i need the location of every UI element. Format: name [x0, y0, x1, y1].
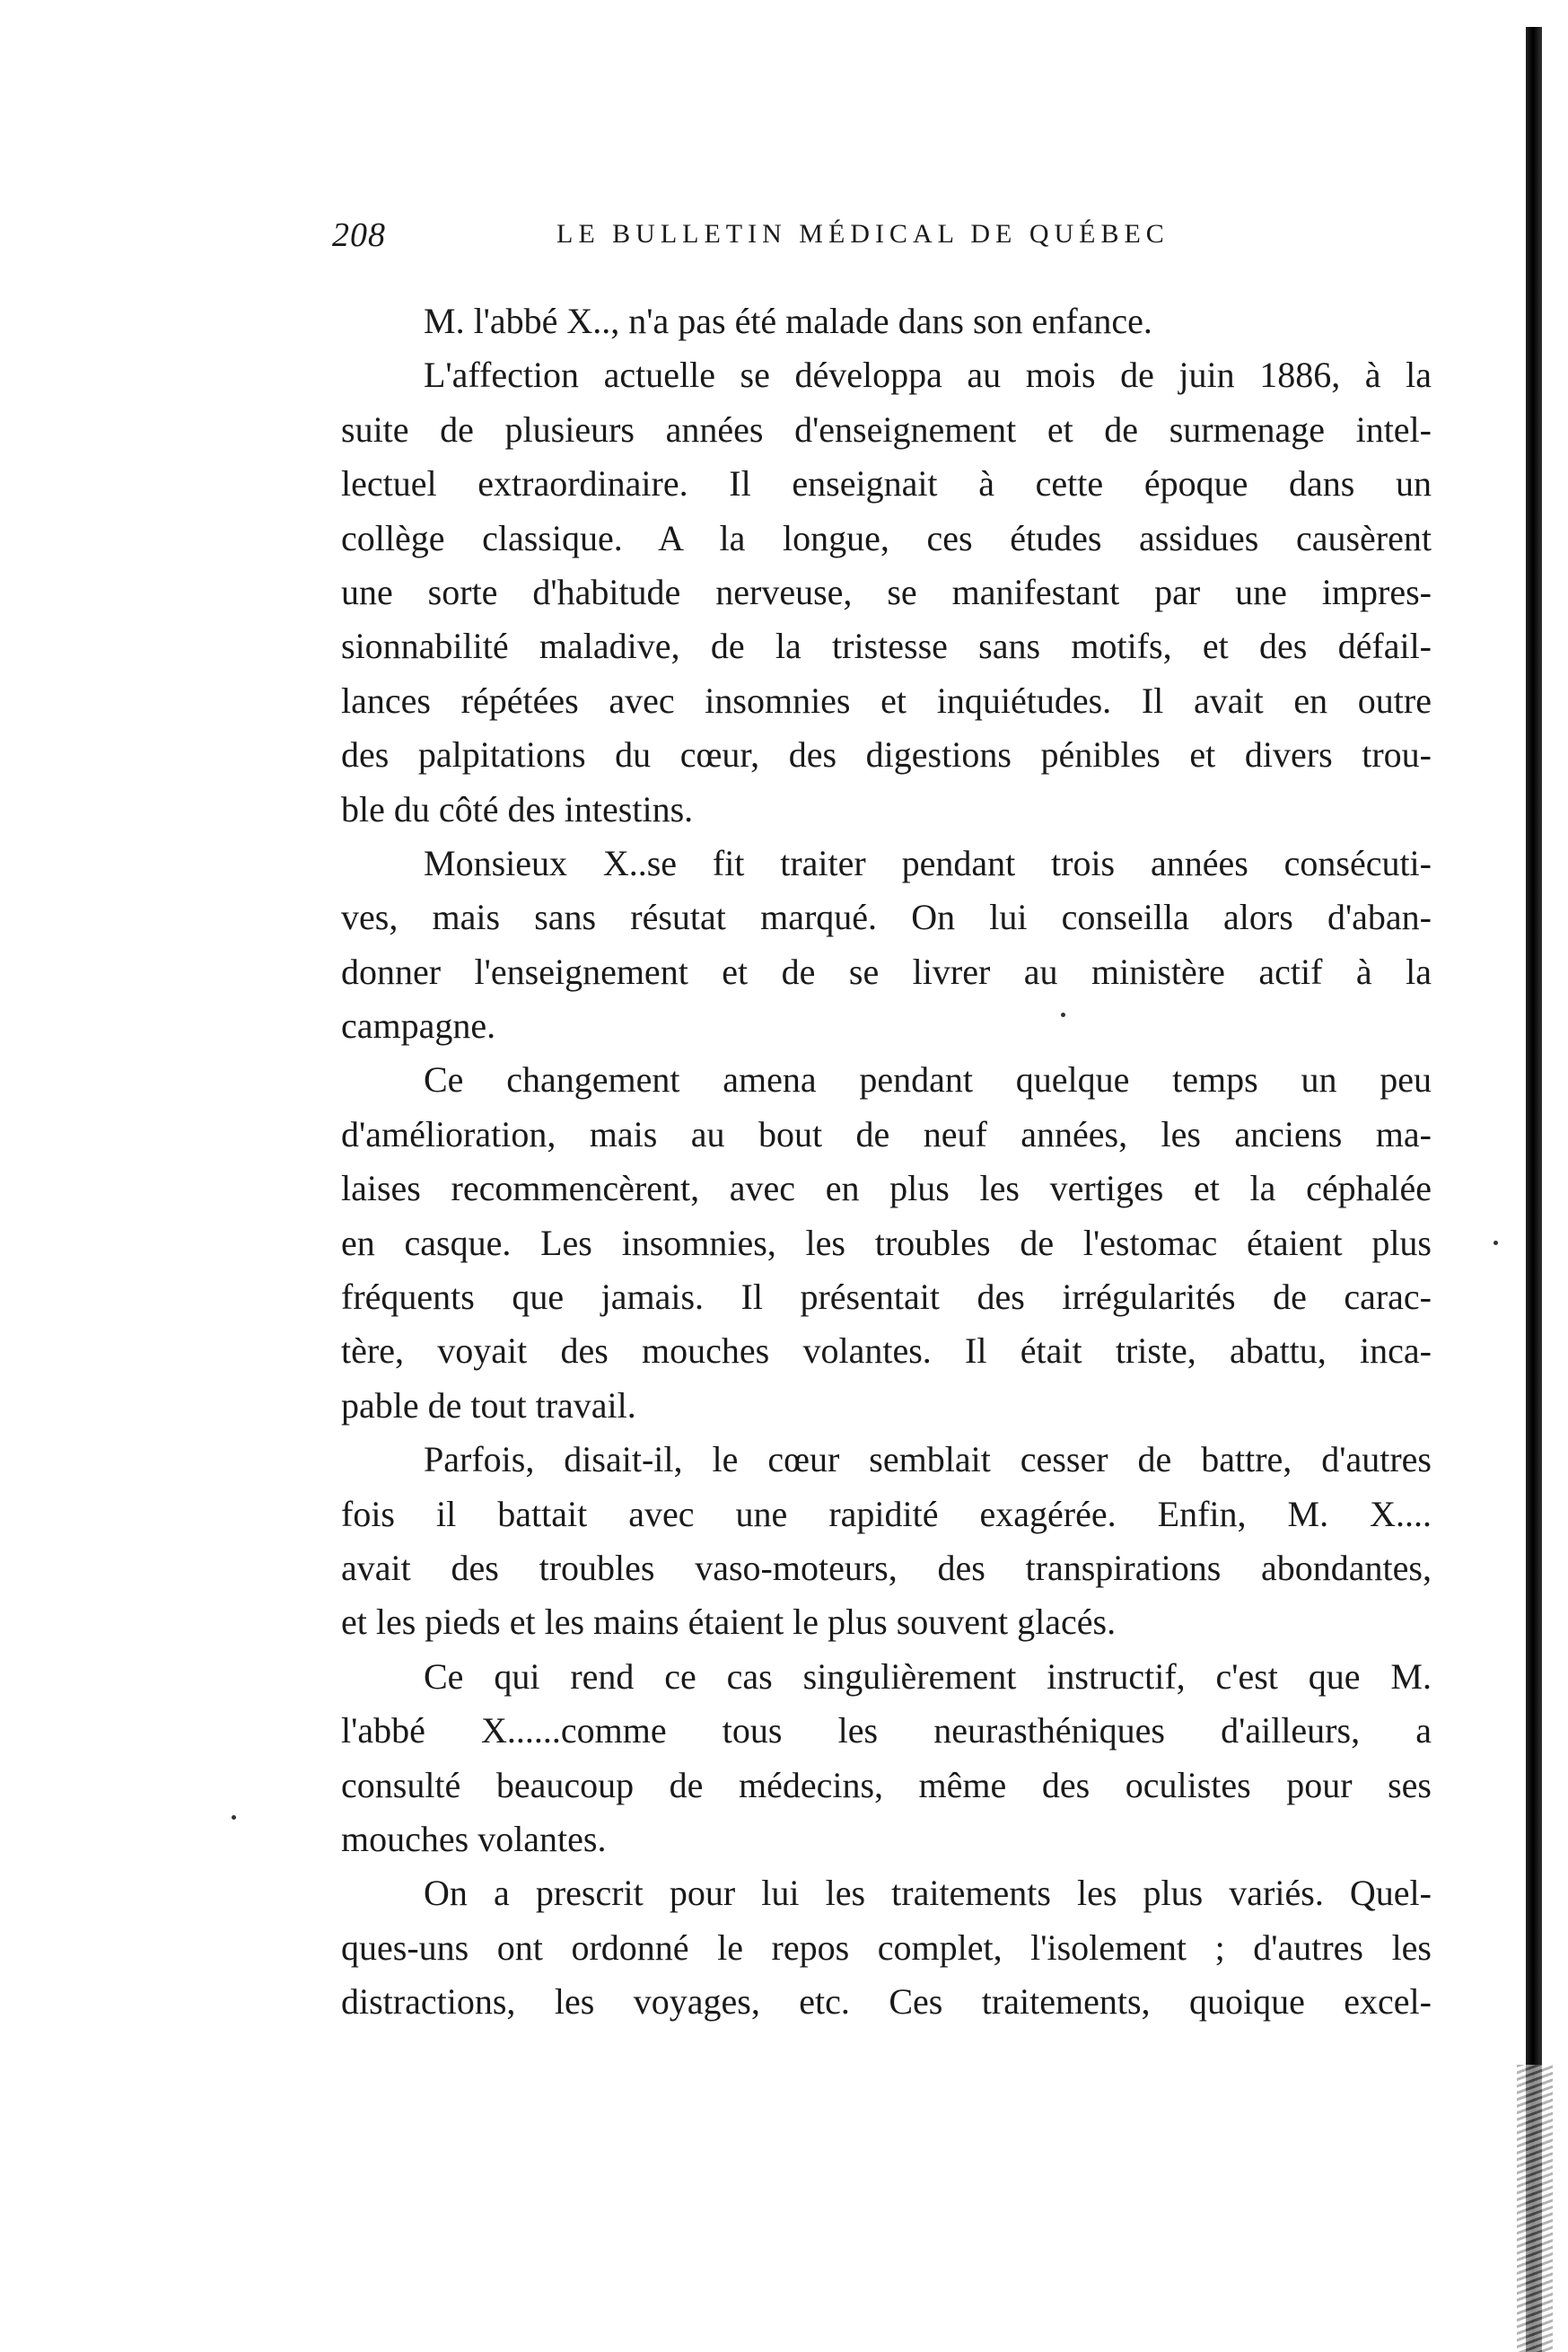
- text-line: Ce qui rend ce cas singulièrement instructif, c'est que M.: [424, 1655, 1432, 1697]
- scan-speck: [232, 1815, 236, 1820]
- text-line: lectuel extraordinaire. Il enseignait à cette époque dans un: [341, 463, 1432, 505]
- text-line: ques-uns ont ordonné le repos complet, l'isolement ; d'autres les: [341, 1926, 1432, 1968]
- text-line: sionnabilité maladive, de la tristesse sans motifs, et des défail-: [341, 626, 1432, 667]
- text-line: fréquents que jamais. Il présentait des irrégularités de carac-: [341, 1277, 1432, 1318]
- text-line: tère, voyait des mouches volantes. Il était triste, abattu, inca-: [341, 1330, 1432, 1372]
- text-line: avait des troubles vaso-moteurs, des transpirations abondantes,: [341, 1547, 1432, 1588]
- text-line: Ce changement amena pendant quelque temps un peu: [424, 1059, 1432, 1101]
- text-line: L'affection actuelle se développa au mois de juin 1886, à la: [424, 355, 1432, 396]
- text-line: mouches volantes.: [341, 1818, 607, 1859]
- journal-title: LE BULLETIN MÉDICAL DE QUÉBEC: [556, 219, 1169, 249]
- text-line: des palpitations du cœur, des digestions pénibles et divers trou-: [341, 734, 1432, 776]
- text-line: donner l'enseignement et de se livrer au ministère actif à la: [341, 951, 1432, 992]
- text-line: On a prescrit pour lui les traitements les plus variés. Quel-: [424, 1873, 1432, 1914]
- text-line: Monsieux X..se fit traiter pendant trois années consécuti-: [424, 842, 1432, 883]
- binding-edge: [1526, 27, 1542, 2352]
- text-line: campagne.: [341, 1005, 496, 1047]
- binding-shadow: [1517, 2065, 1553, 2352]
- text-line: l'abbé X......comme tous les neurasthéniques d'ailleurs, a: [341, 1710, 1432, 1751]
- text-line: et les pieds et les mains étaient le plus souvent glacés.: [341, 1602, 1117, 1643]
- running-head: [332, 215, 1230, 269]
- article-body: [341, 294, 1432, 2030]
- text-line: pable de tout travail.: [341, 1384, 636, 1426]
- text-line: une sorte d'habitude nerveuse, se manifestant par une impres-: [341, 571, 1432, 612]
- text-line: laises recommencèrent, avec en plus les vertiges et la céphalée: [341, 1168, 1432, 1209]
- page-number: 208: [332, 216, 386, 254]
- text-line: consulté beaucoup de médecins, même des oculistes pour ses: [341, 1764, 1432, 1805]
- text-line: lances répétées avec insomnies et inquiétudes. Il avait en outre: [341, 680, 1432, 721]
- text-line: d'amélioration, mais au bout de neuf années, les anciens ma-: [341, 1113, 1432, 1154]
- text-line: M. l'abbé X.., n'a pas été malade dans son enfance.: [424, 301, 1152, 341]
- text-line: distractions, les voyages, etc. Ces traitements, quoique excel-: [341, 1981, 1432, 2023]
- text-line: suite de plusieurs années d'enseignement et de surmenage intel-: [341, 408, 1432, 450]
- scan-speck: [1061, 1013, 1065, 1017]
- text-line: en casque. Les insomnies, les troubles de l'estomac étaient plus: [341, 1222, 1432, 1263]
- text-line: ves, mais sans résutat marqué. On lui conseilla alors d'aban-: [341, 897, 1432, 938]
- text-line: fois il battait avec une rapidité exagérée. Enfin, M. X....: [341, 1493, 1432, 1534]
- text-line: ble du côté des intestins.: [341, 788, 694, 829]
- text-line: Parfois, disait-il, le cœur semblait cesser de battre, d'autres: [424, 1439, 1432, 1480]
- scan-speck: [1494, 1241, 1498, 1245]
- text-line: collège classique. A la longue, ces études assidues causèrent: [341, 517, 1432, 558]
